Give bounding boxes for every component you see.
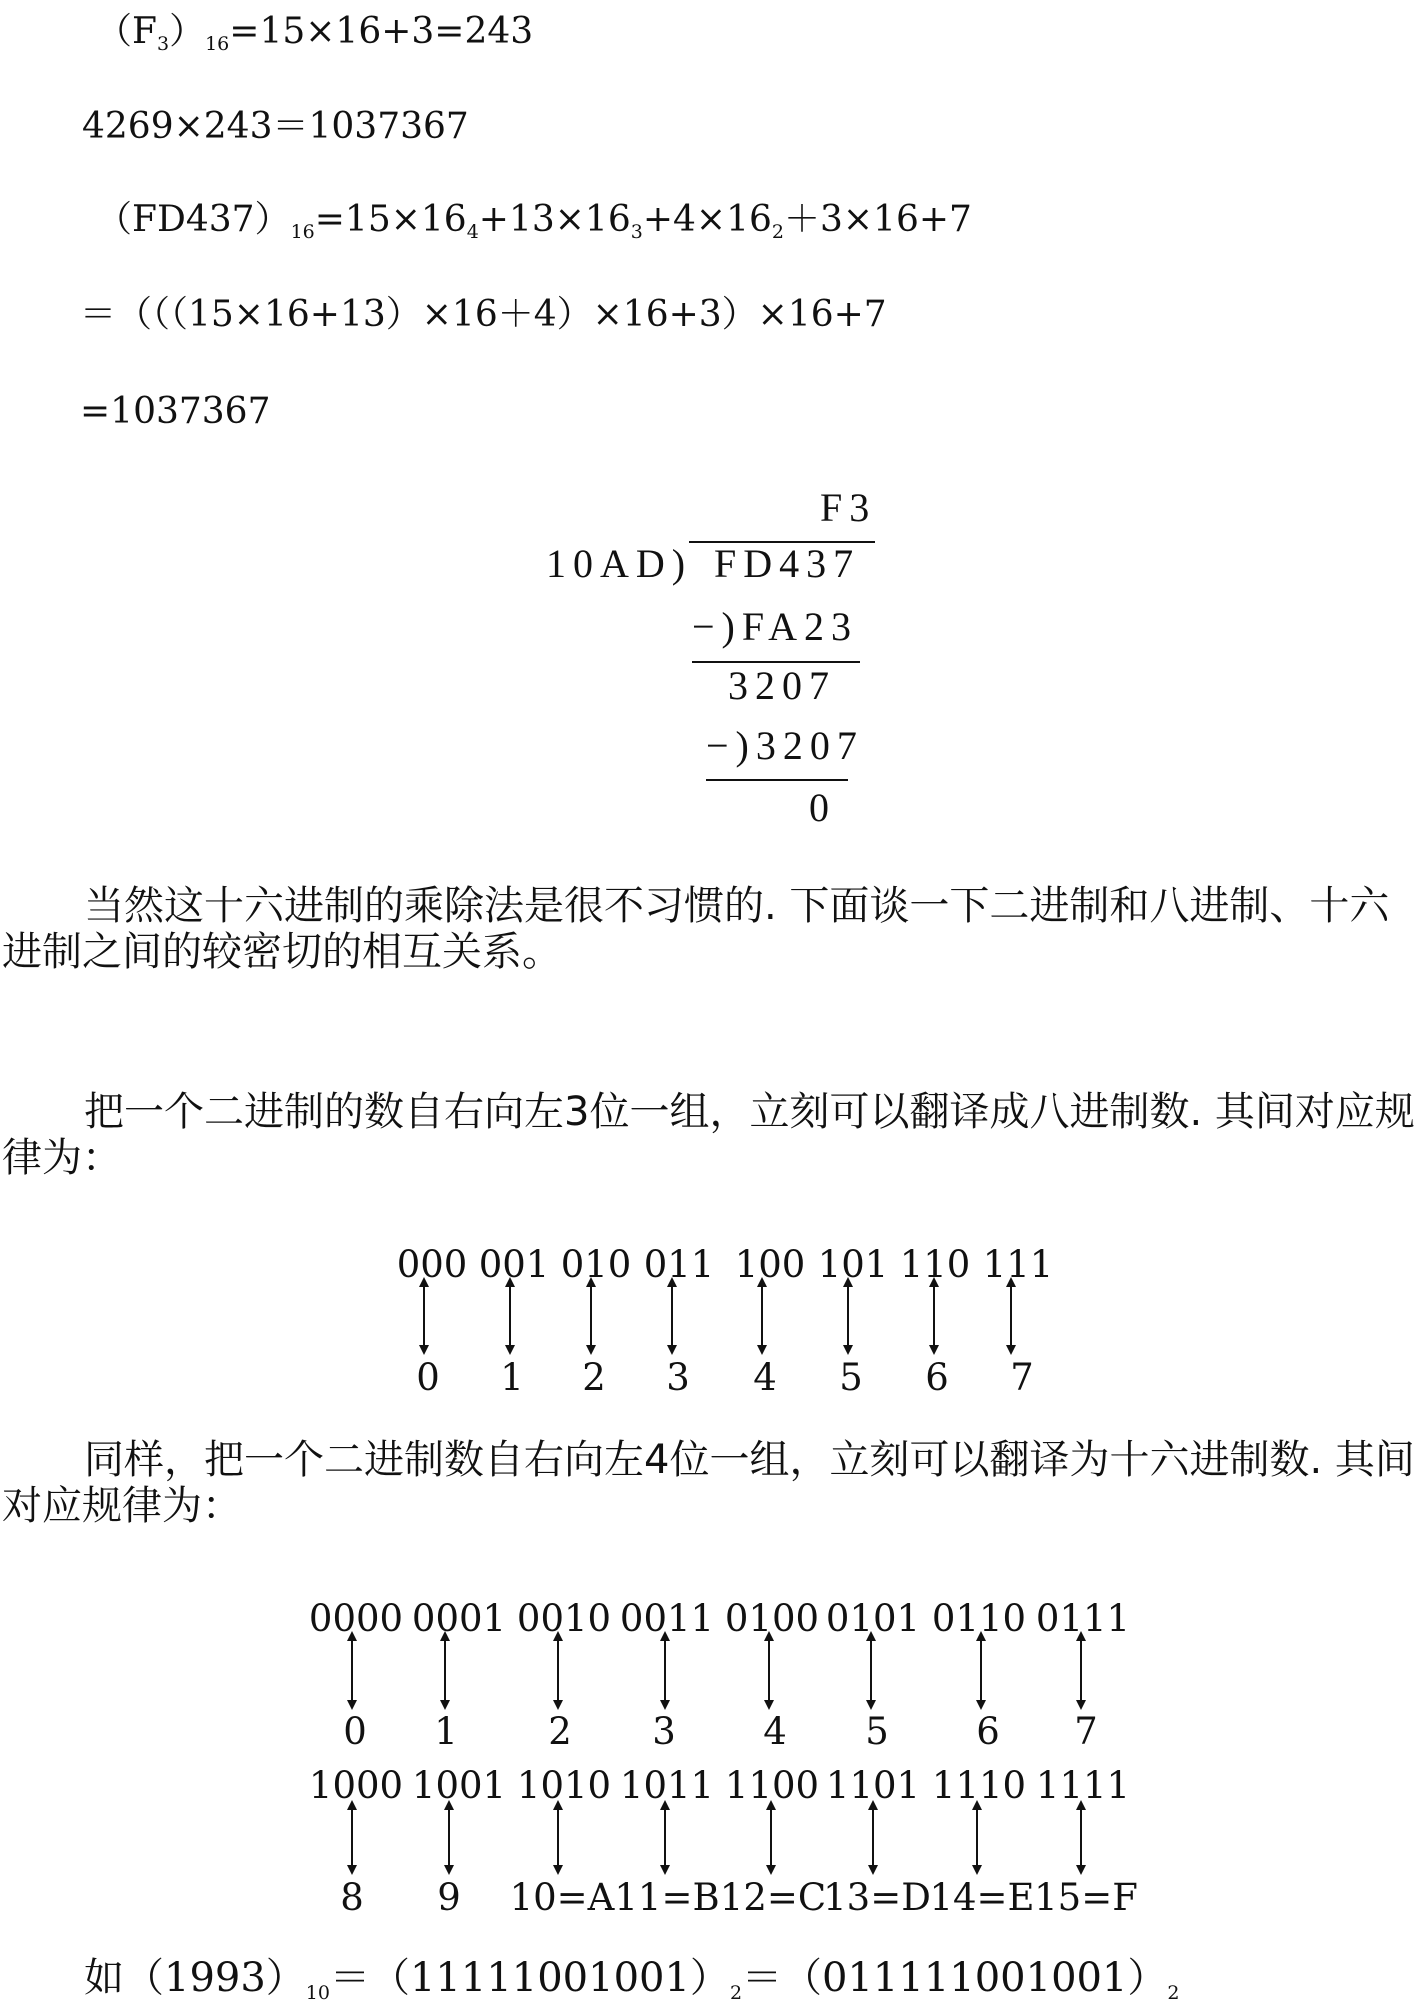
conversion-example [84, 1955, 1180, 2004]
digit-value: 13=D [823, 1876, 931, 1919]
division-quotient: F3 [820, 485, 877, 530]
digit-value: 12=C [719, 1876, 827, 1919]
binary-code: 1110 [931, 1764, 1027, 1807]
paragraph-intro: 当然这十六进制的乘除法是很不习惯的. 下面谈一下二进制和八进制、十六进制之间的较密切的相互关系。 [2, 883, 1390, 975]
division-dividend: FD437 [714, 541, 861, 586]
digit-value: 11=B [614, 1876, 720, 1919]
binary-code: 111 [982, 1243, 1054, 1286]
digit-value: 3 [666, 1356, 690, 1399]
digit-value: 5 [865, 1710, 889, 1753]
subscript: 3 [156, 33, 170, 55]
binary-code: 010 [560, 1243, 632, 1286]
binary-code: 101 [817, 1243, 889, 1286]
binary-code: 0101 [825, 1597, 921, 1640]
digit-value: 15=F [1034, 1876, 1138, 1919]
equation-text: =15×16+3=243 [229, 11, 534, 52]
binary-code: 1100 [724, 1764, 820, 1807]
binary-code: 0100 [724, 1597, 820, 1640]
binary-code: 1000 [308, 1764, 404, 1807]
digit-value: 5 [839, 1356, 863, 1399]
equation-text: （F [96, 11, 157, 52]
equation-text: ＝（11111001001） [329, 1955, 730, 2001]
equation-text: ） [169, 11, 206, 52]
equation-text: 4269×243＝1037367 [82, 106, 469, 147]
subscript: 10 [305, 1982, 330, 2004]
binary-code: 001 [478, 1243, 550, 1286]
subscript: 4 [466, 221, 479, 243]
digit-value: 9 [437, 1876, 461, 1919]
digit-value: 14=E [929, 1876, 1035, 1919]
digit-value: 10=A [509, 1876, 615, 1919]
equation-text: ＋3×16+7 [783, 199, 972, 240]
division-subtrahend-2: −)3207 [706, 723, 864, 768]
equation-text: 如（1993） [84, 1955, 306, 2001]
digit-value: 2 [582, 1356, 606, 1399]
digit-value: 8 [340, 1876, 364, 1919]
equation-text: ＝（011111001001） [742, 1955, 1168, 2001]
equation-text: +13×16 [478, 199, 631, 240]
binary-code: 1101 [825, 1764, 921, 1807]
binary-code: 1010 [516, 1764, 612, 1807]
digit-value: 1 [434, 1710, 458, 1753]
digit-value: 2 [548, 1710, 572, 1753]
binary-code: 1011 [619, 1764, 715, 1807]
division-remainder-1: 3207 [728, 663, 836, 708]
division-remainder-2: 0 [809, 785, 836, 830]
subscript: 16 [205, 33, 230, 55]
subscript: 16 [290, 221, 315, 243]
subscript: 3 [630, 221, 643, 243]
digit-value: 4 [753, 1356, 777, 1399]
digit-value: 7 [1010, 1356, 1034, 1399]
digit-value: 3 [652, 1710, 676, 1753]
binary-code: 110 [899, 1243, 971, 1286]
division-bracket: ) [671, 541, 693, 586]
subscript: 2 [1167, 1982, 1180, 2004]
equation-text: =1037367 [80, 391, 271, 432]
binary-code: 1111 [1035, 1764, 1131, 1807]
binary-code: 0011 [619, 1597, 715, 1640]
binary-code: 100 [734, 1243, 806, 1286]
digit-value: 7 [1074, 1710, 1098, 1753]
binary-code: 0001 [411, 1597, 507, 1640]
digit-value: 6 [976, 1710, 1000, 1753]
equation-text: +4×16 [642, 199, 772, 240]
subscript: 2 [771, 221, 784, 243]
digit-value: 4 [763, 1710, 787, 1753]
binary-code: 0000 [308, 1597, 404, 1640]
equation-text: ＝（（（15×16+13）×16＋4）×16+3）×16+7 [80, 294, 887, 335]
binary-code: 011 [643, 1243, 715, 1286]
equation-text: （FD437） [96, 199, 291, 240]
subscript: 2 [729, 1982, 743, 2004]
binary-code: 0111 [1035, 1597, 1131, 1640]
paragraph-hex-rule: 同样，把一个二进制数自右向左4位一组，立刻可以翻译为十六进制数. 其间对应规律为： [2, 1437, 1415, 1529]
digit-value: 6 [925, 1356, 949, 1399]
binary-code: 0010 [516, 1597, 612, 1640]
digit-value: 0 [416, 1356, 440, 1399]
binary-code: 000 [396, 1243, 468, 1286]
binary-code: 0110 [931, 1597, 1027, 1640]
divisor-value: 10AD [546, 541, 672, 586]
digit-value: 0 [343, 1710, 367, 1753]
paragraph-octal-rule: 把一个二进制的数自右向左3位一组，立刻可以翻译成八进制数. 其间对应规律为： [2, 1089, 1415, 1181]
digit-value: 1 [500, 1356, 524, 1399]
binary-code: 1001 [411, 1764, 507, 1807]
division-subtrahend-1: −)FA23 [692, 604, 859, 649]
equation-text: =15×16 [314, 199, 467, 240]
